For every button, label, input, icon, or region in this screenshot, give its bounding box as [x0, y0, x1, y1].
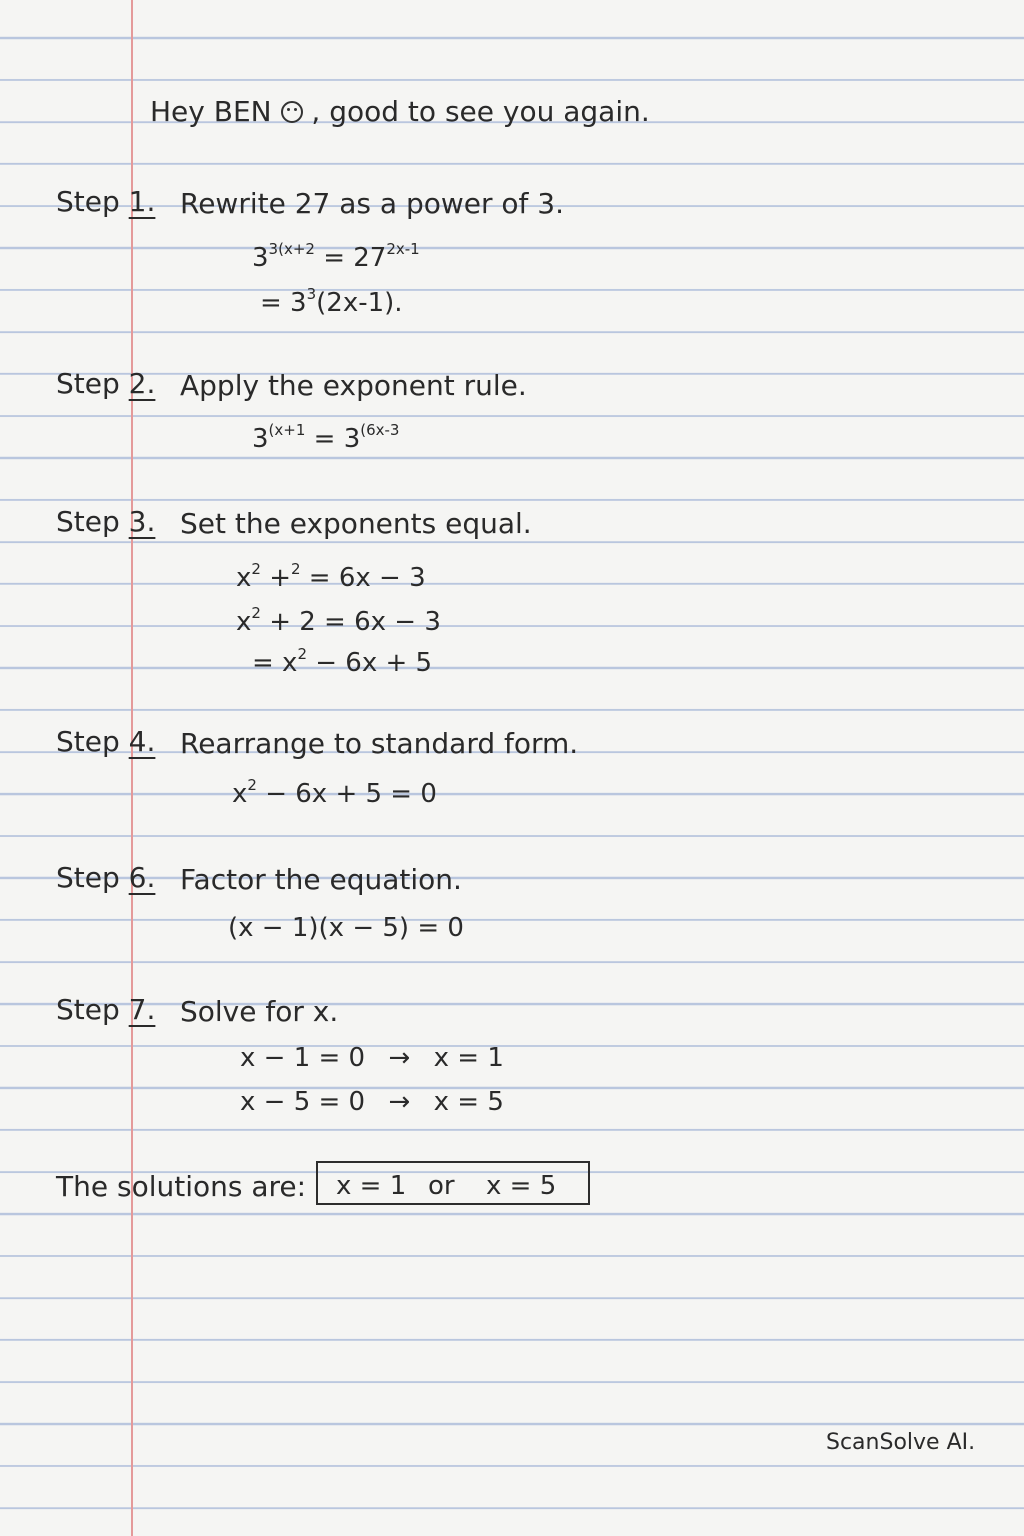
solution-2: x = 5	[486, 1171, 557, 1201]
step-7-label: Step 7.	[56, 993, 156, 1026]
answer-box	[316, 1161, 590, 1205]
conclusion-label: The solutions are:	[56, 1170, 307, 1203]
step-6-text: Factor the equation.	[180, 863, 462, 896]
greeting-before: Hey BEN	[150, 95, 272, 128]
step-6-label: Step 6.	[56, 861, 156, 894]
step-3-label: Step 3.	[56, 505, 156, 538]
step-1-equation-1: $3^{3(x+2} = 27^{2x-1}$	[252, 240, 420, 273]
watermark: ScanSolve AI.	[826, 1430, 976, 1455]
step-7-equation-1: x − 1 = 0 → x = 1	[240, 1043, 504, 1073]
greeting	[150, 95, 650, 128]
step-2-label: Step 2.	[56, 367, 156, 400]
step-3-text: Set the exponents equal.	[180, 507, 532, 540]
step-3-equation-3: = $x^2 - 6x + 5$	[252, 645, 433, 678]
step-2-equation: $3^{(x+1} = 3^{(6x-3}$	[252, 421, 400, 454]
step-2-text: Apply the exponent rule.	[180, 369, 527, 402]
step-7-equation-2: x − 5 = 0 → x = 5	[240, 1087, 504, 1117]
step-1-label: Step 1.	[56, 185, 156, 218]
step-1-equation-2: = $3^3(2x-1)$.	[260, 285, 403, 318]
or-label: or	[428, 1171, 455, 1201]
step-4-equation: $x^2 - 6x + 5 = 0$	[232, 776, 437, 809]
margin-line	[131, 0, 133, 1536]
solution-1: x = 1	[336, 1171, 407, 1201]
step-3-equation-2: $x^2 + 2 = 6x - 3$	[236, 604, 441, 637]
step-1-text: Rewrite 27 as a power of 3.	[180, 187, 565, 220]
step-3-equation-1: $x^2 +^2 = 6x - 3$	[236, 560, 426, 593]
step-7-text: Solve for x.	[180, 995, 339, 1028]
step-6-equation: (x − 1)(x − 5) = 0	[228, 913, 464, 943]
greeting-after: , good to see you again.	[311, 95, 650, 128]
face-icon	[281, 101, 303, 123]
step-4-label: Step 4.	[56, 725, 156, 758]
step-4-text: Rearrange to standard form.	[180, 727, 579, 760]
